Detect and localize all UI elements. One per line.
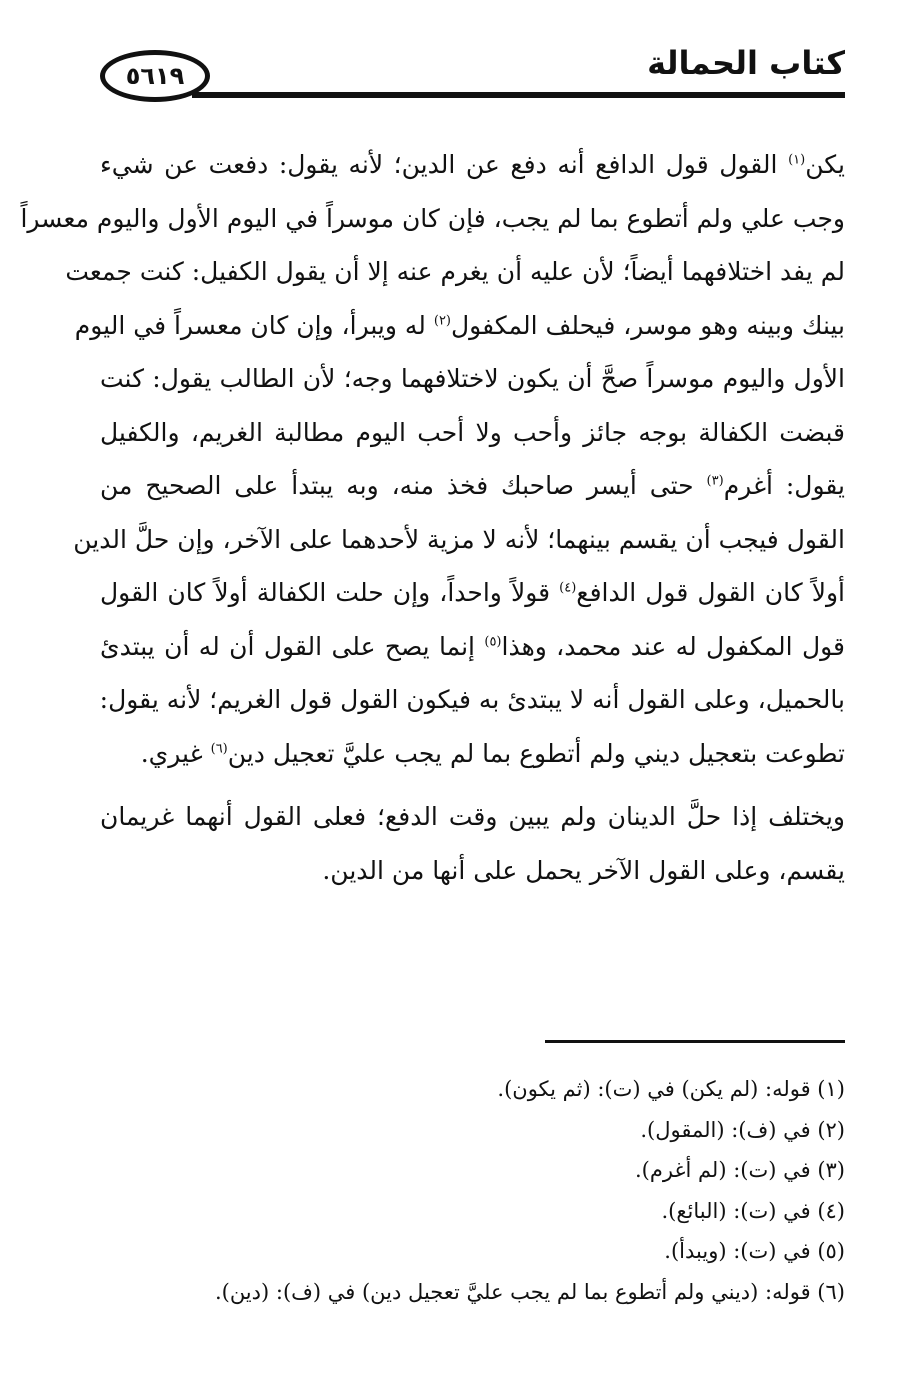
footnote-marker: (٢)	[433, 313, 451, 329]
footnote-marker: (١)	[788, 152, 806, 168]
text-line	[74, 299, 845, 353]
text-line: بالحميل، وعلى القول أنه لا يبتدئ به فيكون القول قول الغريم؛ لأنه يقول:	[99, 685, 845, 714]
footnote-separator	[545, 1040, 845, 1043]
text-segment: أولاً كان القول قول الدافع	[576, 578, 845, 607]
footnotes	[100, 1040, 845, 1312]
text-segment: غيري.	[140, 738, 203, 768]
text-segment: حتى أيسر صاحبك فخذ منه، وبه يبتدأ على الصحيح من	[100, 471, 694, 500]
footnote-marker: (٦)	[210, 741, 228, 757]
book-title: كتاب الحمالة	[647, 44, 845, 82]
text-line: وجب علي ولم أتطوع بما لم يجب، فإن كان موسراً في اليوم الأول واليوم معسراً	[20, 203, 845, 233]
text-line	[100, 138, 845, 192]
text-line: ويختلف إذا حلَّ الدينان ولم يبين وقت الدفع؛ فعلى القول أنهما غريمان	[100, 802, 845, 831]
page-header	[100, 44, 845, 110]
footnote-4: (٤) في (ت): (البائع).	[661, 1198, 845, 1223]
text-segment: يكن	[805, 150, 845, 179]
main-text	[20, 138, 845, 897]
text-line: يقسم، وعلى القول الآخر يحمل على أنها من الدين.	[322, 855, 845, 885]
text-segment: القول قول الدافع أنه دفع عن الدين؛ لأنه يقول: دفعت عن شيء	[100, 150, 778, 179]
text-segment: يقول: أغرم	[723, 471, 845, 500]
page-number: ٥٦١٩	[125, 62, 185, 90]
text-line: القول فيجب أن يقسم بينهما؛ لأنه لا مزية لأحدهما على الآخر، وإن حلَّ الدين	[73, 524, 845, 554]
text-line: لم يفد اختلافهما أيضاً؛ لأن عليه أن يغرم عنه إلا أن يقول الكفيل: كنت جمعت	[65, 257, 845, 286]
text-line	[100, 566, 845, 620]
text-segment: قولاً واحداً، وإن حلت الكفالة أولاً كان القول	[100, 578, 551, 607]
footnote-marker: (٥)	[484, 634, 502, 650]
footnote-marker: (٤)	[559, 580, 577, 596]
footnote-6: (٦) قوله: (ديني ولم أتطوع بما لم يجب عليَّ تعجيل دين) في (ف): (دين).	[214, 1279, 845, 1304]
text-line	[100, 620, 845, 674]
text-line	[100, 459, 845, 513]
header-rule	[192, 92, 845, 98]
footnote-2: (٢) في (ف): (المقول).	[640, 1117, 845, 1142]
page-number-badge	[100, 50, 210, 102]
footnote-5: (٥) في (ت): (ويبدأ).	[664, 1239, 845, 1263]
text-line	[100, 727, 845, 781]
footnote-3: (٣) في (ت): (لم أغرم).	[635, 1158, 845, 1182]
footnote-marker: (٣)	[706, 473, 724, 489]
paragraph-2	[100, 790, 845, 897]
text-segment: بينك وبينه وهو موسر، فيحلف المكفول	[451, 310, 845, 340]
text-segment: له ويبرأ، وإن كان معسراً في اليوم	[74, 310, 426, 340]
footnote-1: (١) قوله: (لم يكن) في (ت): (ثم يكون).	[497, 1077, 845, 1101]
text-line: الأول واليوم موسراً صحَّ أن يكون لاختلافهما وجه؛ لأن الطالب يقول: كنت	[100, 364, 845, 393]
text-line: قبضت الكفالة بوجه جائز وأحب ولا أحب اليوم مطالبة الغريم، والكفيل	[100, 417, 845, 447]
text-segment: قول المكفول له عند محمد، وهذا	[501, 631, 845, 661]
text-segment: إنما يصح على القول أن له أن يبتدئ	[100, 631, 475, 661]
text-segment: تطوعت بتعجيل ديني ولم أتطوع بما لم يجب عليَّ تعجيل دين	[227, 738, 845, 768]
